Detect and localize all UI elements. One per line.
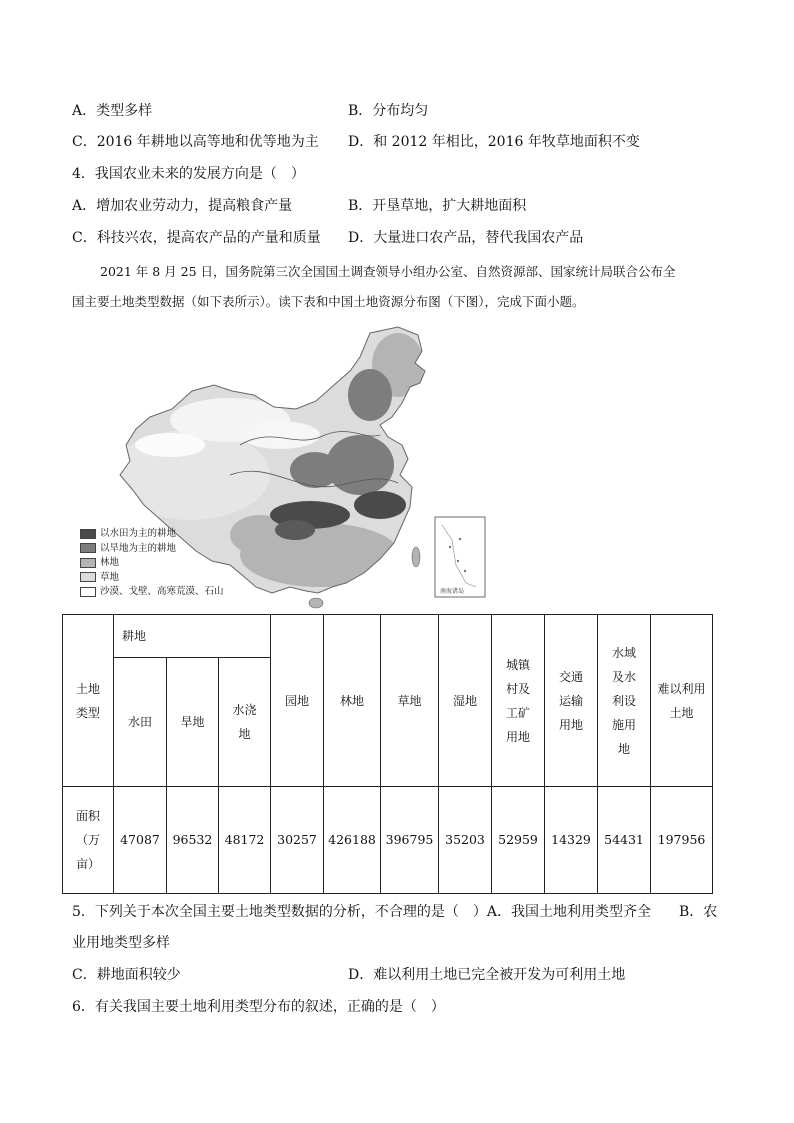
q4-option-c: C．科技兴农，提高农产品的产量和质量 xyxy=(72,230,321,246)
legend-item xyxy=(80,571,224,586)
value-cell: 197956 xyxy=(651,787,713,894)
value-cell: 30257 xyxy=(271,787,324,894)
group-header-cell xyxy=(114,615,271,658)
legend-swatch xyxy=(80,529,96,539)
intro-line-2: 国主要土地类型数据（如下表所示）。读下表和中国土地资源分布图（下图），完成下面小题。 xyxy=(72,294,585,309)
q3-option-b: B．分布均匀 xyxy=(348,103,429,119)
header-cell xyxy=(492,615,545,787)
intro-line-1: 2021 年 8 月 25 日，国务院第三次全国国土调查领导小组办公室、自然资源部、国家统计局联合公布全 xyxy=(100,264,676,279)
header-transport: 交通运输用地 xyxy=(559,669,584,732)
area-label: 面积（万亩） xyxy=(75,809,100,871)
value-cell: 54431 xyxy=(598,787,651,894)
q4-option-d: D．大量进口农产品，替代我国农产品 xyxy=(348,230,584,246)
legend-label: 沙漠、戈壁、高寒荒漠、石山 xyxy=(100,586,224,598)
row-header: 土地类型 xyxy=(75,681,100,720)
header-cell xyxy=(545,615,598,787)
sub-header-irrigated: 水浇地 xyxy=(232,703,257,741)
value-cell: 96532 xyxy=(167,787,219,894)
header-grassland: 草地 xyxy=(397,693,422,708)
header-forest: 林地 xyxy=(340,693,365,708)
land-type-table xyxy=(62,614,713,894)
map-legend xyxy=(80,527,224,600)
q6-stem: 6．有关我国主要土地利用类型分布的叙述，正确的是（ ） xyxy=(72,999,445,1015)
value-cell: 14329 xyxy=(545,787,598,894)
q5-option-c: C．耕地面积较少 xyxy=(72,967,181,983)
value-cell: 47087 xyxy=(114,787,167,894)
header-cell xyxy=(651,615,713,787)
sub-header-paddy: 水田 xyxy=(127,715,152,729)
header-cell xyxy=(598,615,651,787)
inset-label: 南海诸岛 xyxy=(440,588,465,595)
header-cell xyxy=(271,615,324,787)
header-urban: 城镇村及工矿用地 xyxy=(506,657,531,744)
legend-swatch xyxy=(80,558,96,568)
header-cell xyxy=(439,615,492,787)
header-wetland: 湿地 xyxy=(453,693,478,708)
legend-item xyxy=(80,527,224,542)
value-cell: 48172 xyxy=(219,787,271,894)
q5-stem-line-2: 业用地类型多样 xyxy=(72,935,170,951)
legend-label: 以水田为主的耕地 xyxy=(100,528,177,539)
header-water: 水域及水利设施用地 xyxy=(612,645,637,756)
legend-item xyxy=(80,542,224,557)
q4-option-b: B．开垦草地，扩大耕地面积 xyxy=(348,198,527,214)
table-row xyxy=(63,787,713,894)
legend-swatch xyxy=(80,587,96,597)
sub-header-cell xyxy=(219,658,271,787)
header-cell xyxy=(381,615,439,787)
sub-header-cell xyxy=(167,658,219,787)
header-unusable: 难以利用土地 xyxy=(657,681,706,720)
value-cell: 396795 xyxy=(381,787,439,894)
legend-swatch xyxy=(80,543,96,553)
value-cell: 35203 xyxy=(439,787,492,894)
area-label-cell xyxy=(63,787,114,894)
q4-stem: 4．我国农业未来的发展方向是（ ） xyxy=(72,166,305,182)
header-cell xyxy=(324,615,381,787)
q5-stem-line-1: 5．下列关于本次全国主要土地类型数据的分析，不合理的是（ ）A．我国土地利用类型齐全 B．农 xyxy=(72,904,718,920)
q3-option-a: A．类型多样 xyxy=(72,103,153,119)
legend-label: 草地 xyxy=(100,571,120,583)
legend-label: 林地 xyxy=(100,557,120,569)
q4-option-a: A．增加农业劳动力，提高粮食产量 xyxy=(72,198,293,214)
value-cell: 426188 xyxy=(324,787,381,894)
group-header-farmland: 耕地 xyxy=(122,629,147,643)
q3-option-c: C．2016 年耕地以高等地和优等地为主 xyxy=(72,134,319,150)
q3-option-d: D．和 2012 年相比，2016 年牧草地面积不变 xyxy=(348,134,640,150)
header-orchard: 园地 xyxy=(285,693,310,708)
legend-swatch xyxy=(80,572,96,582)
value-cell: 52959 xyxy=(492,787,545,894)
sub-header-cell xyxy=(114,658,167,787)
legend-label: 以旱地为主的耕地 xyxy=(100,542,177,554)
q5-option-d: D．难以利用土地已完全被开发为可利用土地 xyxy=(348,967,626,983)
legend-item xyxy=(80,556,224,571)
china-land-resources-map xyxy=(80,325,500,610)
legend-item xyxy=(80,585,224,600)
row-header-cell xyxy=(63,615,114,787)
sub-header-dryland: 旱地 xyxy=(180,715,205,729)
